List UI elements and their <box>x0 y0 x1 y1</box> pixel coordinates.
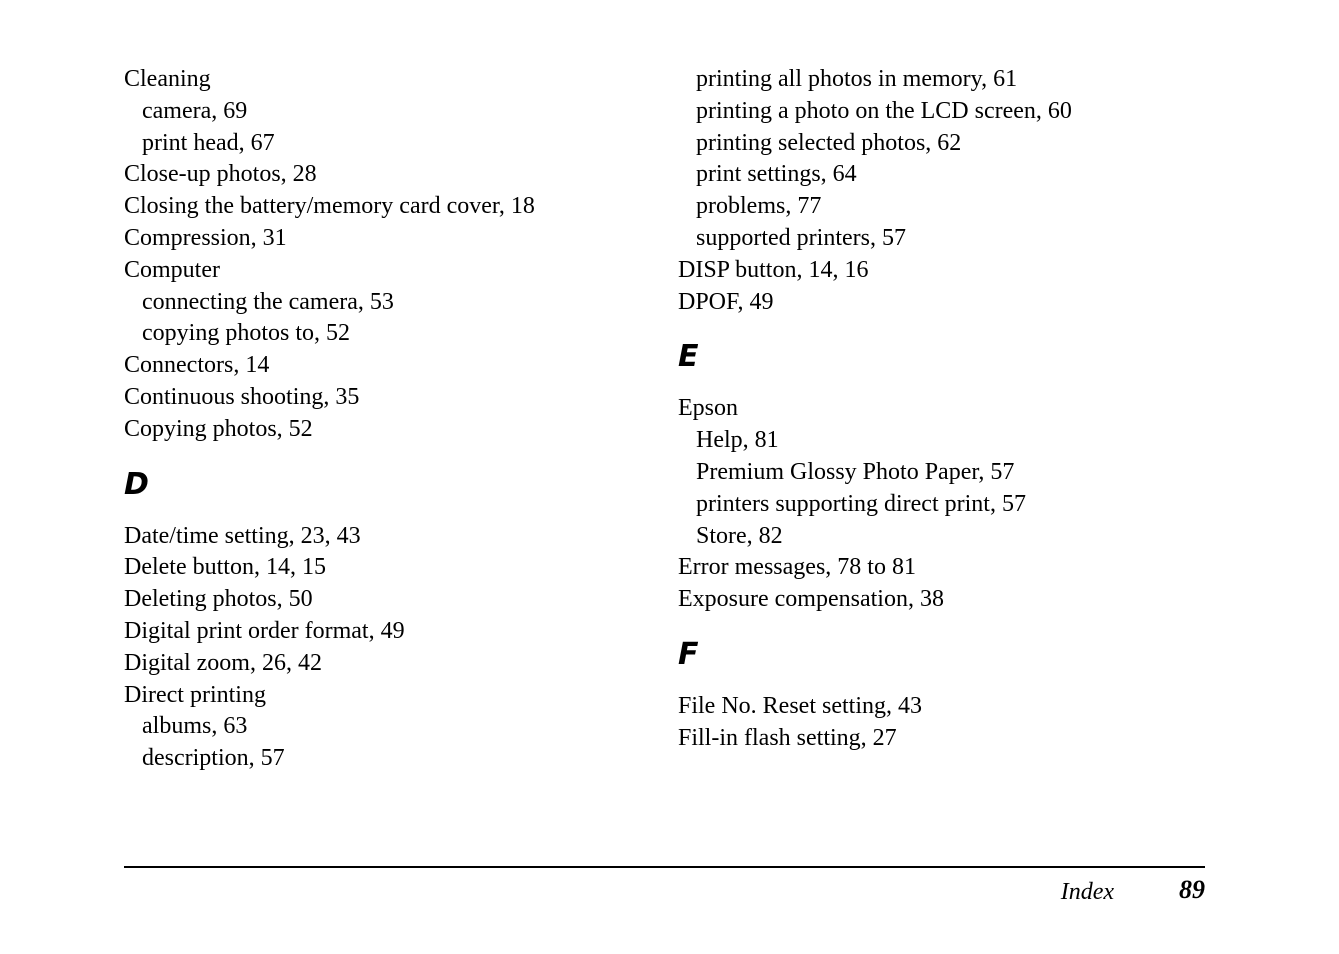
index-group-d-continued <box>678 64 1238 318</box>
index-subentry: Premium Glossy Photo Paper, 57 <box>696 458 1015 485</box>
index-entry: DPOF, 49 <box>678 288 774 315</box>
index-entry: Error messages, 78 to 81 <box>678 554 916 581</box>
index-entry: Epson <box>678 395 738 422</box>
index-group-c <box>124 64 644 446</box>
index-entry: Cleaning <box>124 66 211 92</box>
index-subentry: printing a photo on the LCD screen, 60 <box>696 97 1072 124</box>
index-entry: Deleting photos, 50 <box>124 586 313 613</box>
index-entry: DISP button, 14, 16 <box>678 256 869 283</box>
footer-page-number: 89 <box>1179 875 1205 904</box>
index-entry: Fill-in flash setting, 27 <box>678 724 897 751</box>
index-entry: Copying photos, 52 <box>124 415 313 442</box>
section-letter-e: E <box>678 339 699 375</box>
index-entry: Date/time setting, 23, 43 <box>124 522 361 549</box>
index-subentry: print head, 67 <box>142 129 275 156</box>
index-entry: Delete button, 14, 15 <box>124 554 326 581</box>
index-subentry: copying photos to, 52 <box>142 320 350 347</box>
footer-section-label: Index <box>1060 879 1114 905</box>
index-entry: Exposure compensation, 38 <box>678 586 944 613</box>
index-subentry: printing all photos in memory, 61 <box>696 66 1018 92</box>
section-letter-d: D <box>124 466 149 502</box>
index-entry: Close-up photos, 28 <box>124 161 317 188</box>
index-subentry: supported printers, 57 <box>696 224 906 251</box>
index-entry: Digital zoom, 26, 42 <box>124 649 322 676</box>
index-group-d <box>124 521 644 775</box>
index-group-f <box>678 691 1238 755</box>
index-column-right <box>678 64 1238 755</box>
index-column-left <box>124 64 644 775</box>
footer-rule <box>124 866 1205 868</box>
index-entry: Continuous shooting, 35 <box>124 383 360 410</box>
index-subentry: printers supporting direct print, 57 <box>696 490 1026 517</box>
index-subentry: problems, 77 <box>696 193 822 220</box>
index-entry: Direct printing <box>124 681 266 708</box>
index-entry: Compression, 31 <box>124 224 287 251</box>
index-subentry: print settings, 64 <box>696 161 857 188</box>
index-subentry: printing selected photos, 62 <box>696 129 962 156</box>
section-letter-f: F <box>678 636 699 672</box>
index-entry: Digital print order format, 49 <box>124 617 405 644</box>
index-subentry: description, 57 <box>142 745 285 772</box>
index-subentry: Store, 82 <box>696 522 783 549</box>
index-entry: Connectors, 14 <box>124 352 270 379</box>
index-group-e <box>678 393 1238 616</box>
index-entry: File No. Reset setting, 43 <box>678 692 922 719</box>
index-subentry: albums, 63 <box>142 713 248 740</box>
index-subentry: camera, 69 <box>142 97 248 124</box>
index-subentry: Help, 81 <box>696 427 779 454</box>
index-subentry: connecting the camera, 53 <box>142 288 394 315</box>
index-entry: Closing the battery/memory card cover, 18 <box>124 193 535 220</box>
index-entry: Computer <box>124 256 220 283</box>
